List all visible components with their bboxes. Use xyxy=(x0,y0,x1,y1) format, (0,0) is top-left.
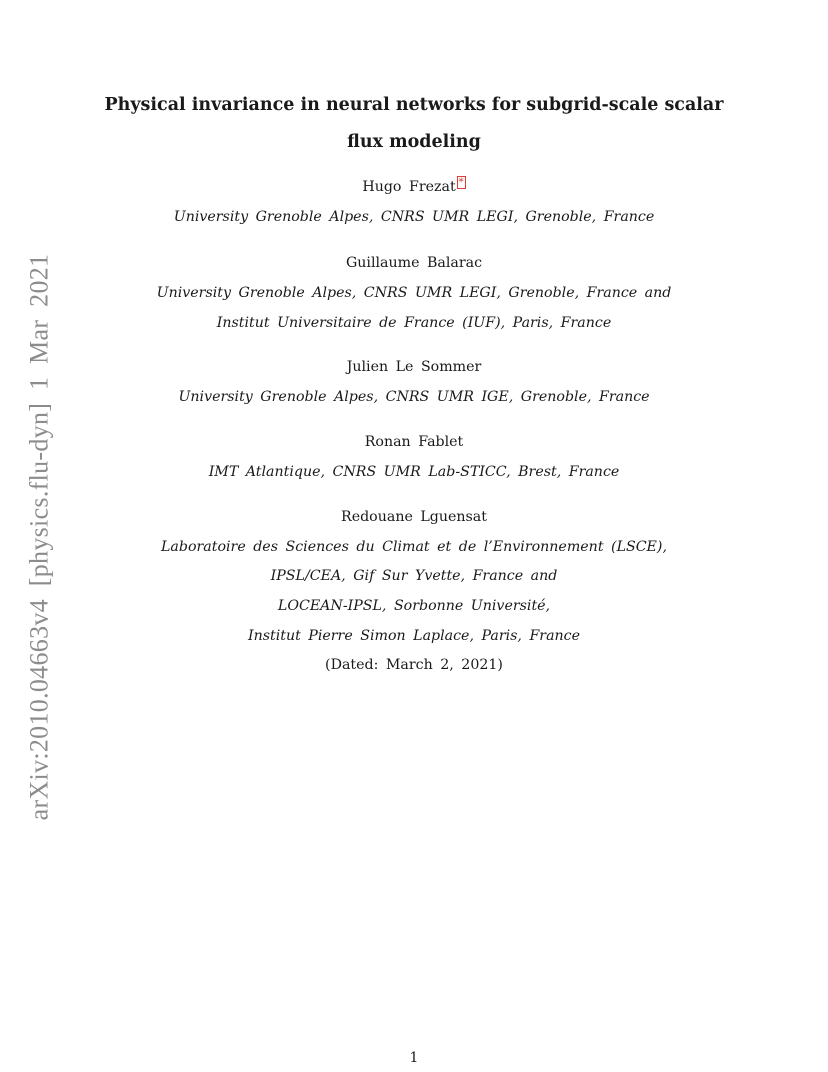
paper-title-line-2: flux modeling xyxy=(347,132,481,152)
author-4-name: Ronan Fablet xyxy=(364,434,464,450)
author-3-name: Julien Le Sommer xyxy=(346,359,482,375)
author-footnote-link[interactable]: * xyxy=(458,177,464,189)
arxiv-identifier: arXiv:2010.04663v4 [physics.flu-dyn] 1 Mar 2021 xyxy=(24,253,54,821)
author-2-name: Guillaume Balarac xyxy=(345,255,483,271)
author-2-affiliation-line-2: Institut Universitaire de France (IUF), Paris, France xyxy=(216,315,612,331)
dated-line: (Dated: March 2, 2021) xyxy=(325,657,503,673)
arxiv-side-stamp xyxy=(22,253,56,821)
author-1-affiliation: University Grenoble Alpes, CNRS UMR LEGI, Grenoble, France xyxy=(173,209,655,225)
author-5-affiliation-line-2: IPSL/CEA, Gif Sur Yvette, France and xyxy=(270,568,558,584)
author-3-affiliation: University Grenoble Alpes, CNRS UMR IGE, Grenoble, France xyxy=(178,389,650,405)
author-5-name: Redouane Lguensat xyxy=(341,509,487,525)
author-1-name: Hugo Frezat xyxy=(362,179,456,195)
paper-title-line-1: Physical invariance in neural networks for subgrid-scale scalar xyxy=(104,95,724,115)
page-number: 1 xyxy=(409,1050,419,1066)
author-5-affiliation-line-4: Institut Pierre Simon Laplace, Paris, France xyxy=(247,628,581,644)
author-4-affiliation: IMT Atlantique, CNRS UMR Lab-STICC, Brest, France xyxy=(208,464,620,480)
author-2-affiliation-line-1: University Grenoble Alpes, CNRS UMR LEGI, Grenoble, France and xyxy=(156,285,672,301)
author-5-affiliation-line-3: LOCEAN-IPSL, Sorbonne Université, xyxy=(277,598,551,614)
author-5-affiliation-line-1: Laboratoire des Sciences du Climat et de l’Environnement (LSCE), xyxy=(161,539,667,555)
author-1 xyxy=(0,178,828,196)
